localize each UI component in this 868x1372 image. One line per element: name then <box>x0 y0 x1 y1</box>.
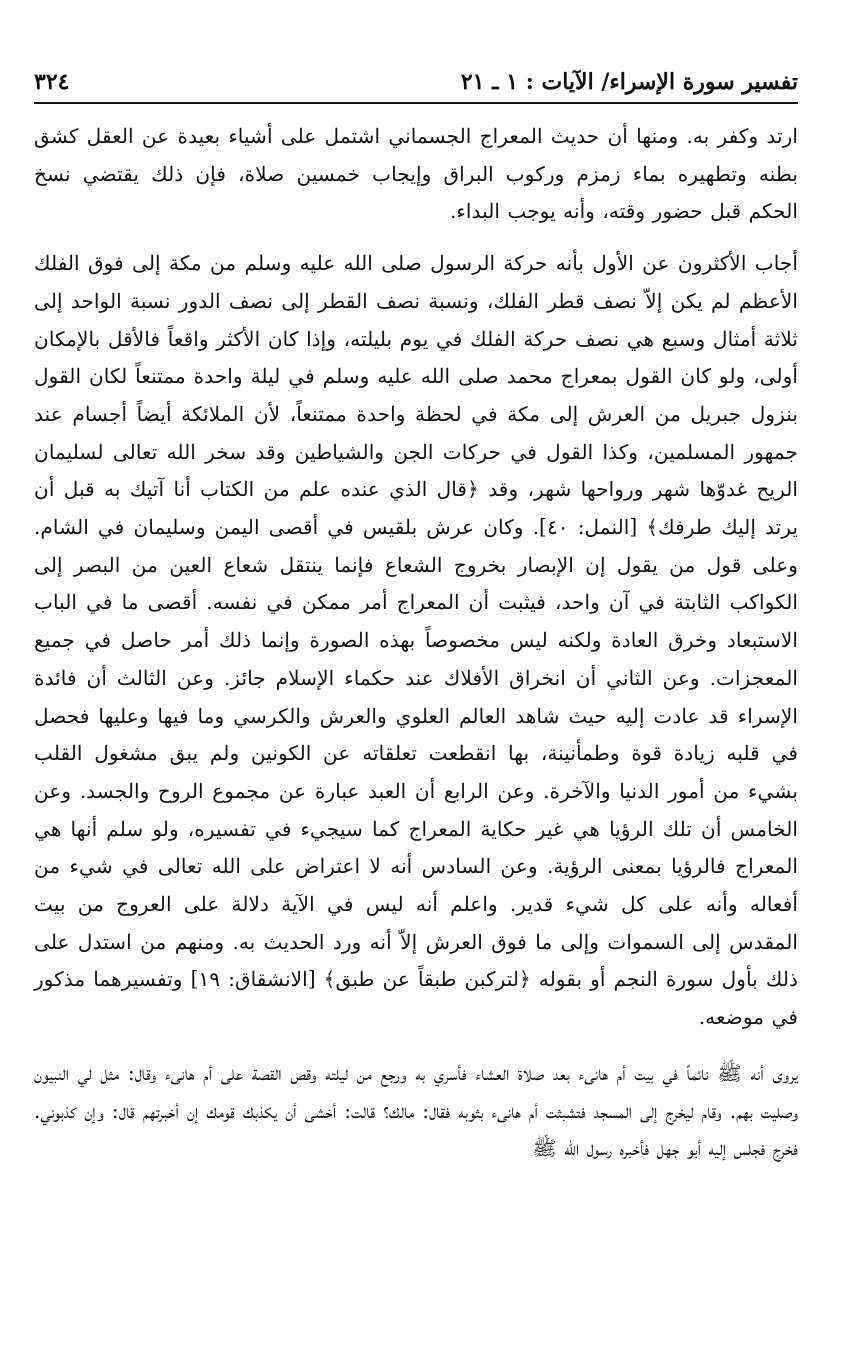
page-number: ٣٢٤ <box>34 69 70 95</box>
paragraph-narration: يروى أنه ﷺ نائماً في بيت أم هانىء بعد صلاة العشاء فأسري به ورجع من ليلته وقص القصة على أم هانىء وقال: مثل لي النبيون وصليت بهم. وقام ليخرج إلى المسجد فتشبثت أم هانىء بثوبه فقال: مالك؟ قالت: أخشى أن يكذبك قومك إن أخبرتهم قال: وإن كذبوني. فخرج فجلس إليه أبو جهل فأخبره رسول الله ﷺ <box>34 1060 798 1161</box>
running-header <box>34 62 798 104</box>
paragraph-objections: ارتد وكفر به. ومنها أن حديث المعراج الجسماني اشتمل على أشياء بعيدة عن العقل كشق بطنه وتطهيره بماء زمزم وركوب البراق وإيجاب خمسين صلاة، فإن ذلك يقتضي نسخ الحكم قبل حضور وقته، وأنه يوجب البداء. <box>34 124 798 224</box>
paragraph-answers: أجاب الأكثرون عن الأول بأنه حركة الرسول صلى الله عليه وسلم من مكة إلى فوق الفلك الأعظم لم يكن إلاّ نصف قطر الفلك، ونسبة نصف القطر إلى نصف الدور نسبة الواحد إلى ثلاثة أمثال وسبع هي نصف حركة الفلك في يوم بليلته، وإذا كان الأكثر واقعاً فالأقل بالإمكان أولى، ولو كان القول بمعراج محمد صلى الله عليه وسلم في ليلة واحدة ممتنعاً لكان القول بنزول جبريل من العرش إلى مكة في لحظة واحدة ممتنعاً، لأن الملائكة أيضاً أجسام عند جمهور المسلمين، وكذا القول في حركات الجن والشياطين وقد سخر الله تعالى لسليمان الريح غدوّها شهر ورواحها شهر، وقد ﴿قال الذي عنده علم من الكتاب أنا آتيك به قبل أن يرتد إليك طرفك﴾ [النمل: ٤٠]. وكان عرش بلقيس في أقصى اليمن وسليمان في الشام. وعلى قول من يقول إن الإبصار بخروج الشعاع فإنما ينتقل شعاع العين من البصر إلى الكواكب الثابتة في آن واحد، فيثبت أن المعراج أمر ممكن في نفسه. أقصى ما في الباب الاستبعاد وخرق العادة ولكنه ليس مخصوصاً بهذه الصورة وإنما ذلك أمر حاصل في جميع المعجزات. وعن الثاني أن انخراق الأفلاك عند حكماء الإسلام جائز. وعن الثالث أن فائدة الإسراء قد عادت إليه حيث شاهد العالم العلوي والعرش والكرسي وما فيها وعليها فحصل في قلبه زيادة قوة وطمأنينة، بها انقطعت تعلقاته عن الكونين ولم يبق مشغول القلب بشيء من أمور الدنيا والآخرة. وعن الرابع أن العبد عبارة عن مجموع الروح والجسد. وعن الخامس أن تلك الرؤيا هي غير حكاية المعراج كما سيجيء في تفسيره، ولو سلم أنها هي المعراج فالرؤيا بمعنى الرؤية. وعن السادس أنه لا اعتراض على الله تعالى في شيء من أفعاله وأنه على كل شيء قدير. واعلم أنه ليس في الآية دلالة على العروج من بيت المقدس إلى السموات وإلى ما فوق العرش إلاّ أنه ورد الحديث به. ومنهم من استدل على ذلك بأول سورة النجم أو بقوله ﴿لتركبن طبقاً عن طبق﴾ [الانشقاق: ١٩] وتفسيرهما مذكور في موضعه. <box>34 251 798 1030</box>
header-title: تفسير سورة الإسراء/ الآيات : ١ ـ ٢١ <box>460 69 798 95</box>
main-text <box>34 118 798 1168</box>
